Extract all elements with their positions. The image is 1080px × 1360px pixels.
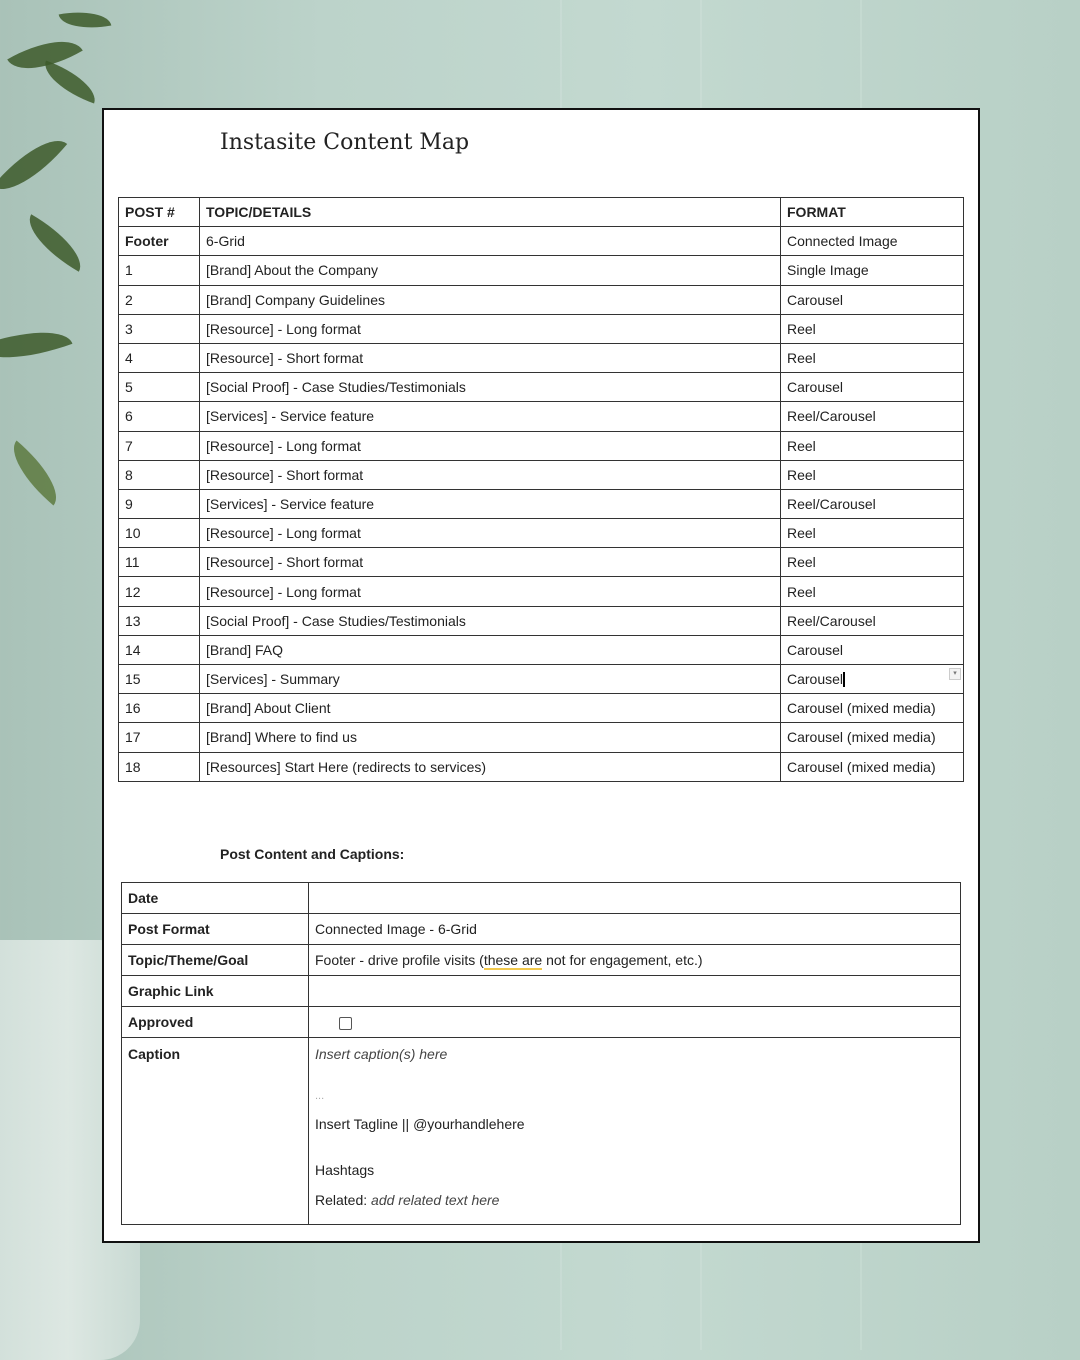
table-row bbox=[119, 606, 964, 635]
cell-text: Reel bbox=[787, 583, 816, 600]
topic-cell[interactable] bbox=[200, 665, 781, 694]
row-post-format bbox=[122, 914, 961, 945]
table-row bbox=[119, 285, 964, 314]
dropdown-arrow-icon[interactable]: ▾ bbox=[949, 668, 961, 680]
topic-cell[interactable] bbox=[200, 577, 781, 606]
post-format-field[interactable]: Connected Image - 6-Grid bbox=[309, 914, 961, 945]
cell-text: Carousel (mixed media) bbox=[787, 729, 936, 746]
format-cell[interactable] bbox=[781, 489, 964, 518]
post-number-cell[interactable] bbox=[119, 460, 200, 489]
cell-text: Reel bbox=[787, 525, 816, 542]
topic-cell[interactable] bbox=[200, 285, 781, 314]
format-cell[interactable] bbox=[781, 431, 964, 460]
post-number-cell[interactable] bbox=[119, 402, 200, 431]
cell-text: [Resource] - Long format bbox=[206, 320, 361, 337]
cell-text: Reel/Carousel bbox=[787, 612, 876, 629]
topic-cell[interactable] bbox=[200, 489, 781, 518]
caption-separator: ... bbox=[315, 1090, 325, 1102]
format-cell[interactable] bbox=[781, 256, 964, 285]
table-row bbox=[119, 402, 964, 431]
content-map-table bbox=[118, 197, 964, 782]
table-row bbox=[119, 548, 964, 577]
header-topic: TOPIC/DETAILS bbox=[200, 198, 781, 227]
post-number-cell[interactable] bbox=[119, 227, 200, 256]
topic-cell[interactable] bbox=[200, 752, 781, 781]
cell-text: [Resource] - Short format bbox=[206, 466, 364, 483]
date-label: Date bbox=[122, 883, 309, 914]
graphic-link-field[interactable] bbox=[309, 976, 961, 1007]
post-number-cell[interactable] bbox=[119, 723, 200, 752]
format-cell[interactable] bbox=[781, 373, 964, 402]
graphic-link-label: Graphic Link bbox=[122, 976, 309, 1007]
cell-text: [Resource] - Long format bbox=[206, 437, 361, 454]
cell-text: [Resource] - Long format bbox=[206, 583, 361, 600]
table-row bbox=[119, 635, 964, 664]
format-cell[interactable] bbox=[781, 343, 964, 372]
cell-text: 6-Grid bbox=[206, 233, 245, 250]
format-cell[interactable] bbox=[781, 402, 964, 431]
cell-text: 16 bbox=[125, 700, 141, 717]
cell-text: Footer bbox=[125, 233, 169, 250]
post-number-cell[interactable] bbox=[119, 489, 200, 518]
topic-label: Topic/Theme/Goal bbox=[122, 945, 309, 976]
format-cell[interactable] bbox=[781, 665, 964, 694]
table-row bbox=[119, 519, 964, 548]
post-number-cell[interactable] bbox=[119, 606, 200, 635]
post-number-cell[interactable] bbox=[119, 548, 200, 577]
topic-field[interactable] bbox=[309, 945, 961, 976]
topic-cell[interactable] bbox=[200, 548, 781, 577]
header-post-number: POST # bbox=[119, 198, 200, 227]
table-row bbox=[119, 752, 964, 781]
cell-text: Carousel (mixed media) bbox=[787, 700, 936, 717]
post-number-cell[interactable] bbox=[119, 343, 200, 372]
cell-text: [Services] - Summary bbox=[206, 671, 340, 688]
format-cell[interactable] bbox=[781, 285, 964, 314]
cell-text: [Social Proof] - Case Studies/Testimonials bbox=[206, 612, 466, 629]
caption-related-value: add related text here bbox=[371, 1192, 500, 1208]
cell-text: Carousel bbox=[787, 379, 844, 396]
cell-text: 8 bbox=[125, 466, 133, 483]
cell-text: 14 bbox=[125, 641, 141, 658]
cell-text: 10 bbox=[125, 525, 141, 542]
format-cell[interactable] bbox=[781, 752, 964, 781]
post-number-cell[interactable] bbox=[119, 694, 200, 723]
table-row bbox=[119, 577, 964, 606]
cell-text: 11 bbox=[125, 554, 140, 571]
cell-text: 18 bbox=[125, 758, 141, 775]
table-row bbox=[119, 460, 964, 489]
post-content-heading: Post Content and Captions: bbox=[220, 846, 405, 862]
format-cell[interactable] bbox=[781, 635, 964, 664]
format-cell[interactable] bbox=[781, 694, 964, 723]
topic-cell[interactable] bbox=[200, 343, 781, 372]
caption-field[interactable] bbox=[309, 1038, 961, 1225]
cell-text: Single Image bbox=[787, 262, 869, 279]
cell-text: 15 bbox=[125, 671, 141, 688]
cell-text: Carousel bbox=[787, 641, 844, 658]
topic-cell[interactable] bbox=[200, 460, 781, 489]
cell-text: [Resource] - Long format bbox=[206, 525, 361, 542]
table-row bbox=[119, 431, 964, 460]
date-field[interactable] bbox=[309, 883, 961, 914]
cell-text: Reel bbox=[787, 437, 816, 454]
cell-text: 3 bbox=[125, 320, 133, 337]
cell-text: Carousel (mixed media) bbox=[787, 758, 936, 775]
document-title: Instasite Content Map bbox=[220, 130, 470, 155]
cell-text: 13 bbox=[125, 612, 141, 629]
topic-text-a: Footer - drive profile visits ( bbox=[315, 952, 484, 968]
format-cell[interactable] bbox=[781, 519, 964, 548]
cell-text: [Resource] - Short format bbox=[206, 350, 364, 367]
table-row bbox=[119, 489, 964, 518]
caption-related-label: Related: bbox=[315, 1192, 372, 1208]
cell-text: 6 bbox=[125, 408, 133, 425]
cell-text: Carousel bbox=[787, 291, 844, 308]
cell-text: Reel/Carousel bbox=[787, 408, 876, 425]
cell-text: Reel bbox=[787, 466, 816, 483]
cell-text: [Social Proof] - Case Studies/Testimonials bbox=[206, 379, 466, 396]
cell-text: 5 bbox=[125, 379, 133, 396]
table-row bbox=[119, 256, 964, 285]
topic-cell[interactable] bbox=[200, 694, 781, 723]
row-caption bbox=[122, 1038, 961, 1225]
cell-text: [Resources] Start Here (redirects to services) bbox=[206, 758, 487, 775]
topic-cell[interactable] bbox=[200, 519, 781, 548]
cell-text: [Services] - Service feature bbox=[206, 495, 375, 512]
header-format: FORMAT bbox=[781, 198, 964, 227]
topic-cell[interactable] bbox=[200, 402, 781, 431]
format-cell[interactable] bbox=[781, 460, 964, 489]
post-number-cell[interactable] bbox=[119, 285, 200, 314]
table-row bbox=[119, 314, 964, 343]
format-cell[interactable] bbox=[781, 606, 964, 635]
cell-text: Reel/Carousel bbox=[787, 495, 876, 512]
post-number-cell[interactable] bbox=[119, 577, 200, 606]
topic-text-c: not for engagement, etc.) bbox=[542, 952, 703, 968]
cell-text: 4 bbox=[125, 350, 133, 367]
post-number-cell[interactable] bbox=[119, 519, 200, 548]
post-content-table bbox=[121, 882, 961, 1225]
table-row bbox=[119, 373, 964, 402]
cell-text: 12 bbox=[125, 583, 141, 600]
cell-text: Carousel bbox=[787, 670, 844, 687]
post-number-cell[interactable] bbox=[119, 431, 200, 460]
format-cell[interactable] bbox=[781, 227, 964, 256]
cell-text: [Brand] Company Guidelines bbox=[206, 291, 385, 308]
table-header-row bbox=[119, 198, 964, 227]
row-graphic-link bbox=[122, 976, 961, 1007]
cell-text: 2 bbox=[125, 291, 133, 308]
cell-text: [Resource] - Short format bbox=[206, 554, 364, 571]
table-row bbox=[119, 665, 964, 694]
format-cell[interactable] bbox=[781, 723, 964, 752]
topic-cell[interactable] bbox=[200, 635, 781, 664]
caption-tagline: Insert Tagline || @yourhandlehere bbox=[315, 1116, 525, 1132]
table-row bbox=[119, 694, 964, 723]
topic-cell[interactable] bbox=[200, 431, 781, 460]
format-cell[interactable] bbox=[781, 577, 964, 606]
format-cell[interactable] bbox=[781, 548, 964, 577]
cell-text: Reel bbox=[787, 350, 816, 367]
cell-text: [Brand] About Client bbox=[206, 700, 331, 717]
post-number-cell[interactable] bbox=[119, 665, 200, 694]
cell-text: Reel bbox=[787, 554, 816, 571]
cell-text: [Brand] About the Company bbox=[206, 262, 378, 279]
cell-text: Reel bbox=[787, 320, 816, 337]
topic-cell[interactable] bbox=[200, 227, 781, 256]
post-number-cell[interactable] bbox=[119, 752, 200, 781]
format-cell[interactable] bbox=[781, 314, 964, 343]
cell-text: Connected Image bbox=[787, 233, 898, 250]
text-cursor bbox=[843, 672, 845, 687]
post-number-cell[interactable] bbox=[119, 373, 200, 402]
topic-cell[interactable] bbox=[200, 373, 781, 402]
caption-hashtags: Hashtags bbox=[315, 1162, 375, 1178]
topic-cell[interactable] bbox=[200, 314, 781, 343]
cell-text: [Brand] Where to find us bbox=[206, 729, 357, 746]
cell-text: 7 bbox=[125, 437, 133, 454]
cell-text: 9 bbox=[125, 495, 133, 512]
table-row bbox=[119, 343, 964, 372]
caption-placeholder: Insert caption(s) here bbox=[315, 1046, 448, 1062]
row-topic bbox=[122, 945, 961, 976]
row-approved bbox=[122, 1007, 961, 1038]
topic-cell[interactable] bbox=[200, 256, 781, 285]
topic-cell[interactable] bbox=[200, 723, 781, 752]
cell-text: 17 bbox=[125, 729, 141, 746]
caption-label: Caption bbox=[122, 1038, 309, 1225]
row-date bbox=[122, 883, 961, 914]
approved-checkbox[interactable] bbox=[339, 1017, 352, 1030]
cell-text: [Services] - Service feature bbox=[206, 408, 375, 425]
post-number-cell[interactable] bbox=[119, 635, 200, 664]
post-number-cell[interactable] bbox=[119, 256, 200, 285]
table-row bbox=[119, 723, 964, 752]
document-page bbox=[102, 108, 980, 1243]
topic-cell[interactable] bbox=[200, 606, 781, 635]
cell-text: 1 bbox=[125, 262, 133, 279]
post-number-cell[interactable] bbox=[119, 314, 200, 343]
grammar-suggestion[interactable]: these are bbox=[483, 952, 543, 968]
cell-text: [Brand] FAQ bbox=[206, 641, 284, 658]
table-row bbox=[119, 227, 964, 256]
post-format-label: Post Format bbox=[122, 914, 309, 945]
approved-label: Approved bbox=[122, 1007, 309, 1038]
